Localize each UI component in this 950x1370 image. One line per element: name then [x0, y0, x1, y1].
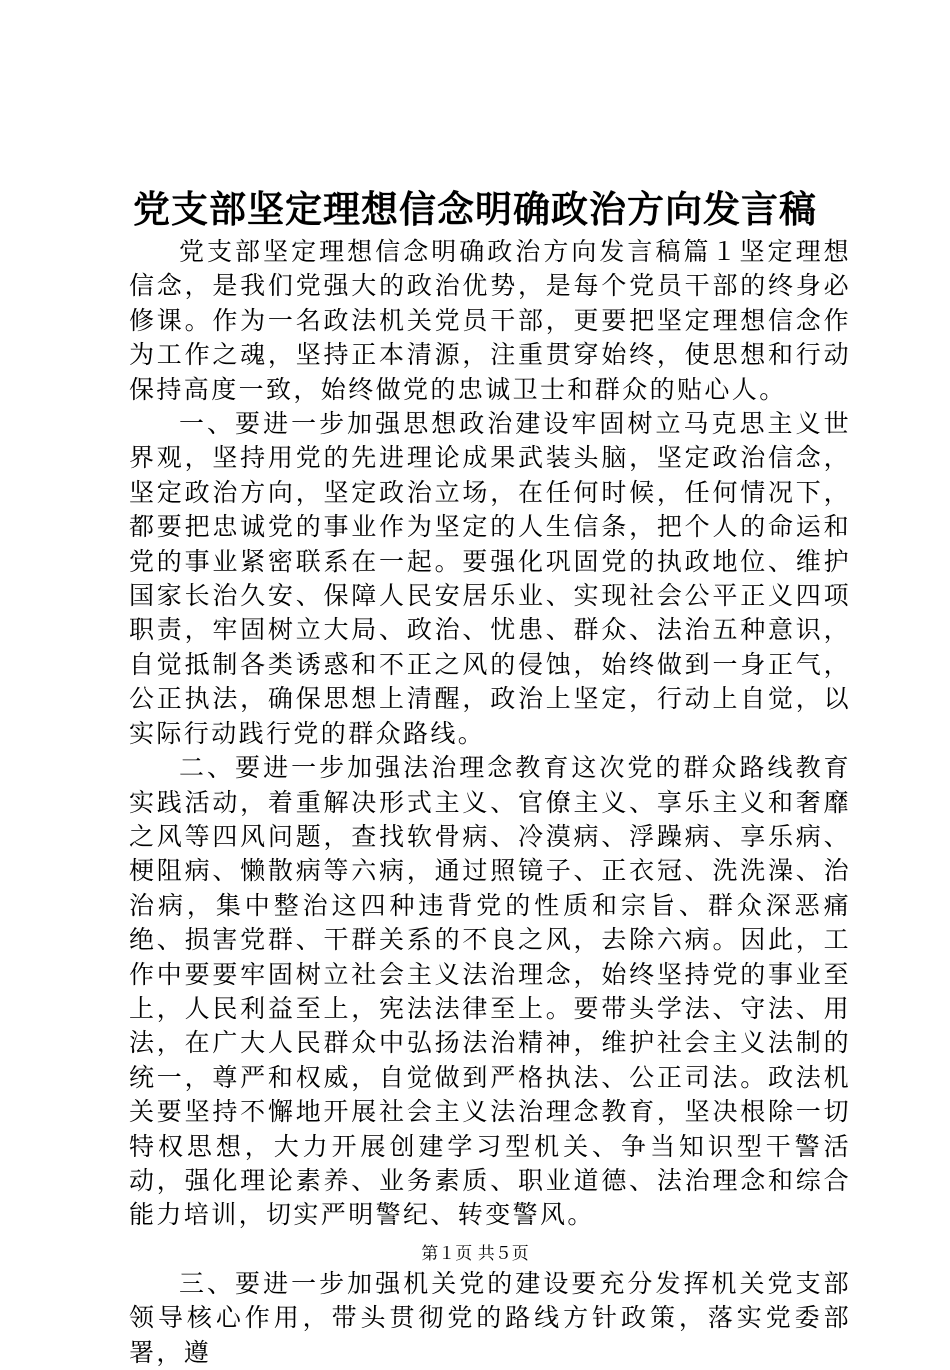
document-title: 党支部坚定理想信念明确政治方向发言稿	[133, 187, 817, 231]
paragraph-section-3: 三、要进一步加强机关党的建设要充分发挥机关党支部领导核心作用，带头贯彻党的路线方针政策，落实党委部署，遵	[129, 1268, 851, 1367]
paragraph-intro: 党支部坚定理想信念明确政治方向发言稿篇１坚定理想信念，是我们党强大的政治优势，是每个党员干部的终身必修课。作为一名政法机关党员干部，更要把坚定理想信念作为工作之魂，坚持正本清源，注重贯穿始终，使思想和行动保持高度一致，始终做党的忠诚卫士和群众的贴心人。	[129, 237, 851, 404]
paragraph-section-2: 二、要进一步加强法治理念教育这次党的群众路线教育实践活动，着重解决形式主义、官僚主义、享乐主义和奢靡之风等四风问题，查找软骨病、冷漠病、浮躁病、享乐病、梗阻病、懒散病等六病，通过照镜子、正衣冠、洗洗澡、治治病，集中整治这四种违背党的性质和宗旨、群众深恶痛绝、损害党群、干群关系的不良之风，去除六病。因此，工作中要要牢固树立社会主义法治理念，始终坚持党的事业至上，人民利益至上，宪法法律至上。要带头学法、守法、用法，在广大人民群众中弘扬法治精神，维护社会主义法制的统一，尊严和权威，自觉做到严格执法、公正司法。政法机关要坚持不懈地开展社会主义法治理念教育，坚决根除一切特权思想，大力开展创建学习型机关、争当知识型干警活动，强化理论素养、业务素质、职业道德、法治理念和综合能力培训，切实严明警纪、转变警风。	[129, 753, 851, 1230]
page-number-footer: 第１页 共５页	[421, 1244, 529, 1264]
document-body	[129, 235, 851, 1370]
paragraph-section-1: 一、要进一步加强思想政治建设牢固树立马克思主义世界观，坚持用党的先进理论成果武装头脑，坚定政治信念，坚定政治方向，坚定政治立场，在任何时候，任何情况下，都要把忠诚党的事业作为坚定的人生信条，把个人的命运和党的事业紧密联系在一起。要强化巩固党的执政地位、维护国家长治久安、保障人民安居乐业、实现社会公平正义四项职责，牢固树立大局、政治、忧患、群众、法治五种意识，自觉抵制各类诱惑和不正之风的侵蚀，始终做到一身正气，公正执法，确保思想上清醒，政治上坚定，行动上自觉，以实际行动践行党的群众路线。	[129, 409, 851, 748]
